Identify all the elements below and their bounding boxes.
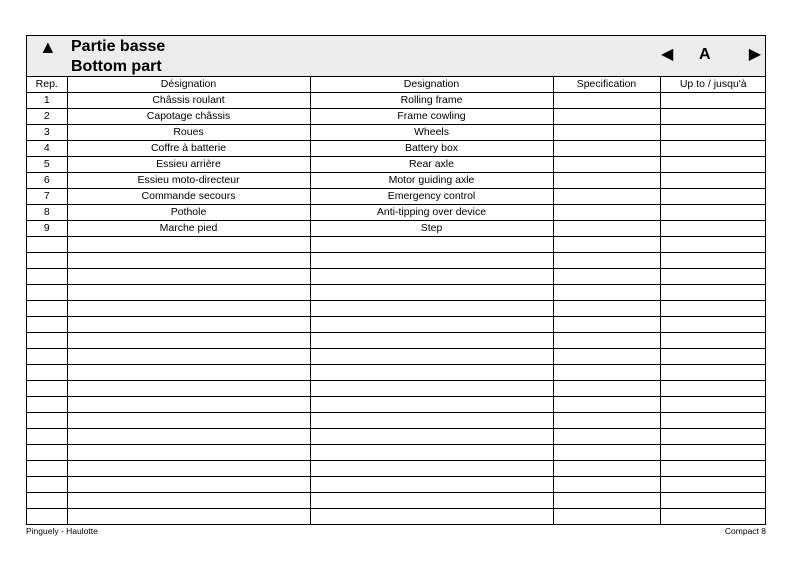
cell-designation-en <box>310 461 553 477</box>
table-row <box>27 317 766 333</box>
column-header-designation-en: Designation <box>310 77 553 93</box>
table-row <box>27 205 766 221</box>
cell-rep: 8 <box>27 205 67 221</box>
cell-designation-fr <box>67 237 310 253</box>
cell-specification <box>553 285 660 301</box>
table-row <box>27 413 766 429</box>
cell-up-to <box>660 381 766 397</box>
cell-designation-en <box>310 445 553 461</box>
cell-designation-en: Frame cowling <box>310 109 553 125</box>
cell-designation-fr: Essieu moto-directeur <box>67 173 310 189</box>
footer-manufacturer: Pinguely - Haulotte <box>26 526 98 536</box>
table-row <box>27 237 766 253</box>
cell-rep <box>27 509 67 525</box>
table-row <box>27 397 766 413</box>
cell-designation-fr <box>67 253 310 269</box>
cell-designation-en: Emergency control <box>310 189 553 205</box>
cell-designation-en <box>310 269 553 285</box>
table-row <box>27 189 766 205</box>
table-row <box>27 173 766 189</box>
cell-specification <box>553 269 660 285</box>
cell-up-to <box>660 509 766 525</box>
cell-rep: 7 <box>27 189 67 205</box>
cell-designation-fr <box>67 493 310 509</box>
cell-rep: 3 <box>27 125 67 141</box>
cell-up-to <box>660 493 766 509</box>
cell-designation-en <box>310 237 553 253</box>
cell-specification <box>553 189 660 205</box>
table-row <box>27 429 766 445</box>
cell-specification <box>553 445 660 461</box>
table-row <box>27 157 766 173</box>
cell-designation-fr <box>67 429 310 445</box>
cell-specification <box>553 429 660 445</box>
cell-designation-fr <box>67 317 310 333</box>
cell-designation-fr <box>67 381 310 397</box>
cell-specification <box>553 237 660 253</box>
table-row <box>27 461 766 477</box>
table-row <box>27 269 766 285</box>
cell-specification <box>553 365 660 381</box>
cell-designation-en <box>310 333 553 349</box>
table-row <box>27 349 766 365</box>
cell-specification <box>553 493 660 509</box>
cell-designation-en <box>310 397 553 413</box>
up-arrow-icon[interactable]: ▲ <box>39 37 57 57</box>
cell-designation-fr <box>67 413 310 429</box>
column-header-designation-fr: Désignation <box>67 77 310 93</box>
cell-designation-en <box>310 285 553 301</box>
cell-rep: 5 <box>27 157 67 173</box>
cell-specification <box>553 397 660 413</box>
cell-designation-fr <box>67 269 310 285</box>
cell-designation-en <box>310 317 553 333</box>
cell-designation-fr: Commande secours <box>67 189 310 205</box>
cell-designation-en <box>310 301 553 317</box>
cell-designation-fr <box>67 397 310 413</box>
cell-designation-en: Rolling frame <box>310 93 553 109</box>
cell-up-to <box>660 477 766 493</box>
cell-rep <box>27 381 67 397</box>
table-row <box>27 509 766 525</box>
cell-specification <box>553 477 660 493</box>
cell-up-to <box>660 93 766 109</box>
cell-specification <box>553 301 660 317</box>
cell-designation-en <box>310 381 553 397</box>
cell-specification <box>553 461 660 477</box>
previous-arrow-icon[interactable]: ◀ <box>661 46 674 63</box>
cell-up-to <box>660 285 766 301</box>
column-header-specification: Specification <box>553 77 660 93</box>
cell-up-to <box>660 317 766 333</box>
cell-rep <box>27 413 67 429</box>
table-row <box>27 285 766 301</box>
table-row <box>27 221 766 237</box>
cell-designation-fr <box>67 333 310 349</box>
table-row <box>27 109 766 125</box>
next-arrow-icon[interactable]: ▶ <box>748 46 761 63</box>
cell-up-to <box>660 461 766 477</box>
title-french: Partie basse <box>71 38 166 55</box>
cell-up-to <box>660 429 766 445</box>
cell-rep: 6 <box>27 173 67 189</box>
cell-rep: 9 <box>27 221 67 237</box>
cell-designation-en: Wheels <box>310 125 553 141</box>
cell-designation-en <box>310 253 553 269</box>
cell-designation-fr: Roues <box>67 125 310 141</box>
footer-model: Compact 8 <box>724 526 766 536</box>
table-row <box>27 365 766 381</box>
cell-up-to <box>660 237 766 253</box>
cell-designation-fr <box>67 461 310 477</box>
cell-up-to <box>660 205 766 221</box>
cell-designation-en: Anti-tipping over device <box>310 205 553 221</box>
cell-specification <box>553 221 660 237</box>
cell-designation-fr: Marche pied <box>67 221 310 237</box>
cell-specification <box>553 381 660 397</box>
table-row <box>27 381 766 397</box>
cell-up-to <box>660 333 766 349</box>
cell-designation-en <box>310 429 553 445</box>
cell-up-to <box>660 445 766 461</box>
cell-up-to <box>660 269 766 285</box>
table-row <box>27 493 766 509</box>
cell-designation-fr: Pothole <box>67 205 310 221</box>
cell-specification <box>553 349 660 365</box>
table-header-row <box>27 77 766 93</box>
cell-rep <box>27 301 67 317</box>
cell-specification <box>553 333 660 349</box>
cell-rep <box>27 461 67 477</box>
cell-designation-en <box>310 493 553 509</box>
column-header-rep: Rep. <box>27 77 67 93</box>
cell-specification <box>553 413 660 429</box>
table-row <box>27 93 766 109</box>
table-row <box>27 445 766 461</box>
cell-specification <box>553 173 660 189</box>
cell-designation-fr: Capotage châssis <box>67 109 310 125</box>
table-row <box>27 253 766 269</box>
cell-up-to <box>660 397 766 413</box>
cell-designation-en <box>310 413 553 429</box>
sheet-header <box>27 36 765 77</box>
cell-rep <box>27 493 67 509</box>
cell-specification <box>553 157 660 173</box>
cell-up-to <box>660 125 766 141</box>
cell-up-to <box>660 221 766 237</box>
cell-up-to <box>660 157 766 173</box>
cell-designation-en: Motor guiding axle <box>310 173 553 189</box>
cell-rep <box>27 237 67 253</box>
cell-up-to <box>660 173 766 189</box>
cell-rep <box>27 333 67 349</box>
cell-designation-en <box>310 349 553 365</box>
cell-designation-fr <box>67 349 310 365</box>
table-row <box>27 477 766 493</box>
table-body <box>27 93 766 525</box>
cell-rep <box>27 317 67 333</box>
table-row <box>27 301 766 317</box>
cell-rep <box>27 253 67 269</box>
cell-up-to <box>660 109 766 125</box>
cell-designation-fr: Coffre à batterie <box>67 141 310 157</box>
cell-designation-en <box>310 509 553 525</box>
table-row <box>27 333 766 349</box>
cell-rep: 2 <box>27 109 67 125</box>
cell-specification <box>553 93 660 109</box>
cell-up-to <box>660 253 766 269</box>
cell-designation-fr <box>67 285 310 301</box>
cell-designation-fr <box>67 509 310 525</box>
table-row <box>27 125 766 141</box>
table-row <box>27 141 766 157</box>
cell-designation-en: Step <box>310 221 553 237</box>
cell-up-to <box>660 301 766 317</box>
cell-designation-fr <box>67 445 310 461</box>
cell-rep <box>27 445 67 461</box>
cell-designation-en: Battery box <box>310 141 553 157</box>
cell-designation-fr: Châssis roulant <box>67 93 310 109</box>
cell-rep <box>27 349 67 365</box>
cell-rep: 1 <box>27 93 67 109</box>
cell-rep <box>27 269 67 285</box>
cell-rep <box>27 477 67 493</box>
title-english: Bottom part <box>71 58 162 75</box>
cell-rep <box>27 397 67 413</box>
cell-rep <box>27 365 67 381</box>
parts-sheet <box>26 35 766 525</box>
cell-rep <box>27 429 67 445</box>
parts-table <box>27 77 766 524</box>
cell-specification <box>553 253 660 269</box>
cell-designation-fr: Essieu arrière <box>67 157 310 173</box>
cell-designation-fr <box>67 477 310 493</box>
cell-designation-en <box>310 477 553 493</box>
cell-up-to <box>660 189 766 205</box>
cell-designation-en: Rear axle <box>310 157 553 173</box>
cell-up-to <box>660 141 766 157</box>
cell-specification <box>553 205 660 221</box>
cell-designation-fr <box>67 301 310 317</box>
section-letter: A <box>699 46 711 63</box>
cell-designation-en <box>310 365 553 381</box>
cell-specification <box>553 141 660 157</box>
cell-specification <box>553 509 660 525</box>
column-header-up-to: Up to / jusqu'à <box>660 77 766 93</box>
section-navigation <box>661 45 761 65</box>
cell-up-to <box>660 349 766 365</box>
cell-rep: 4 <box>27 141 67 157</box>
cell-specification <box>553 317 660 333</box>
cell-designation-fr <box>67 365 310 381</box>
cell-up-to <box>660 365 766 381</box>
cell-rep <box>27 285 67 301</box>
cell-up-to <box>660 413 766 429</box>
cell-specification <box>553 109 660 125</box>
cell-specification <box>553 125 660 141</box>
